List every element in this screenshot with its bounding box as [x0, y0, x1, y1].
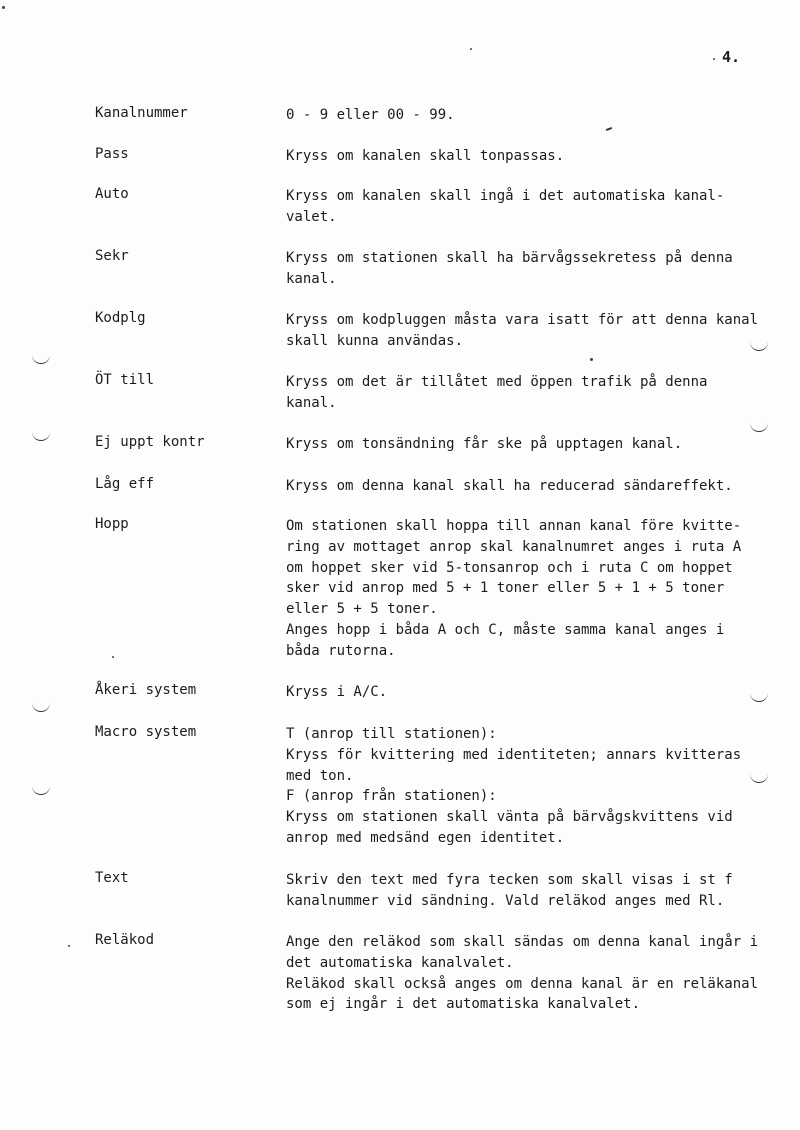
description-line: Ange den reläkod som skall sändas om denna kanal ingår i [286, 934, 759, 950]
description-line: Kryss om kodpluggen måsta vara isatt för att denna kanal [286, 312, 759, 328]
description-line: skall kunna användas. [286, 332, 464, 349]
description-line: Kryss om kanalen skall tonpassas. [286, 148, 565, 164]
scan-speck [590, 358, 593, 361]
description-line: Reläkod skall också anges om denna kanal är en reläkanal [286, 975, 759, 992]
term-label: Macro system [95, 724, 197, 740]
description-line: F (anrop från stationen): [286, 788, 497, 805]
term-label: ÖT till [95, 372, 155, 388]
description-line: Kryss om stationen skall ha bärvågssekretess på denna [286, 250, 733, 266]
term-label: Ej uppt kontr [95, 434, 205, 450]
page-number: 4. [722, 48, 741, 66]
term-label: Kodplg [95, 310, 146, 326]
term-label: Pass [95, 146, 129, 162]
description-line: Om stationen skall hoppa till annan kanal före kvitte- [286, 518, 742, 534]
term-label: Reläkod [95, 932, 155, 948]
punch-mark-left-1 [32, 355, 50, 364]
scan-speck [713, 58, 715, 60]
term-description [286, 476, 756, 497]
term-description [286, 186, 756, 228]
description-line: kanal. [286, 270, 337, 287]
term-label: Hopp [95, 516, 129, 532]
scan-speck [2, 6, 5, 9]
term-description [286, 146, 756, 167]
punch-mark-left-4 [32, 786, 50, 795]
punch-mark-right-2 [750, 423, 768, 432]
description-line: Anges hopp i båda A och C, måste samma kanal anges i [286, 621, 725, 638]
description-line: med ton. [286, 767, 354, 784]
description-line: ring av mottaget anrop skal kanalnumret anges i ruta A [286, 538, 742, 555]
term-description [286, 372, 756, 414]
description-line: eller 5 + 5 toner. [286, 601, 438, 618]
description-line: Skriv den text med fyra tecken som skall visas i st f [286, 872, 733, 888]
description-line: om hoppet sker vid 5-tonsanrop och i ruta C om hoppet [286, 559, 733, 576]
scan-speck [112, 656, 114, 658]
description-line: T (anrop till stationen): [286, 726, 497, 742]
term-description [286, 310, 759, 352]
term-description [286, 434, 756, 455]
description-line: valet. [286, 208, 337, 225]
description-line: kanal. [286, 394, 337, 411]
scan-speck [470, 48, 472, 50]
term-description [286, 932, 759, 1015]
term-label: Kanalnummer [95, 105, 188, 121]
punch-mark-left-3 [32, 703, 50, 712]
description-line: Kryss om kanalen skall ingå i det automatiska kanal- [286, 188, 725, 204]
description-line: det automatiska kanalvalet. [286, 954, 514, 971]
term-description [286, 870, 756, 912]
description-line: anrop med medsänd egen identitet. [286, 829, 565, 846]
description-line: som ej ingår i det automatiska kanalvalet. [286, 996, 641, 1013]
description-line: Kryss i A/C. [286, 684, 388, 700]
punch-mark-left-2 [32, 432, 50, 441]
description-line: Kryss om denna kanal skall ha reducerad sändareffekt. [286, 478, 733, 494]
term-description [286, 682, 756, 703]
term-description [286, 516, 756, 662]
term-label: Sekr [95, 248, 129, 264]
description-line: sker vid anrop med 5 + 1 toner eller 5 + 1 + 5 toner [286, 580, 725, 597]
term-description [286, 724, 756, 849]
description-line: Kryss om stationen skall vänta på bärvågskvittens vid [286, 809, 733, 826]
description-line: Kryss för kvittering med identiteten; annars kvitteras [286, 746, 742, 763]
description-line: Kryss om det är tillåtet med öppen trafik på denna [286, 374, 708, 390]
scan-speck [68, 945, 70, 947]
description-line: Kryss om tonsändning får ske på upptagen kanal. [286, 436, 683, 452]
description-line: båda rutorna. [286, 642, 396, 659]
term-description [286, 105, 756, 126]
description-line: kanalnummer vid sändning. Vald reläkod anges med Rl. [286, 892, 725, 909]
term-label: Auto [95, 186, 129, 202]
term-label: Text [95, 870, 129, 886]
scan-tick [606, 127, 612, 131]
term-description [286, 248, 756, 290]
term-label: Åkeri system [95, 682, 197, 698]
term-label: Låg eff [95, 476, 155, 492]
description-line: 0 - 9 eller 00 - 99. [286, 107, 455, 123]
